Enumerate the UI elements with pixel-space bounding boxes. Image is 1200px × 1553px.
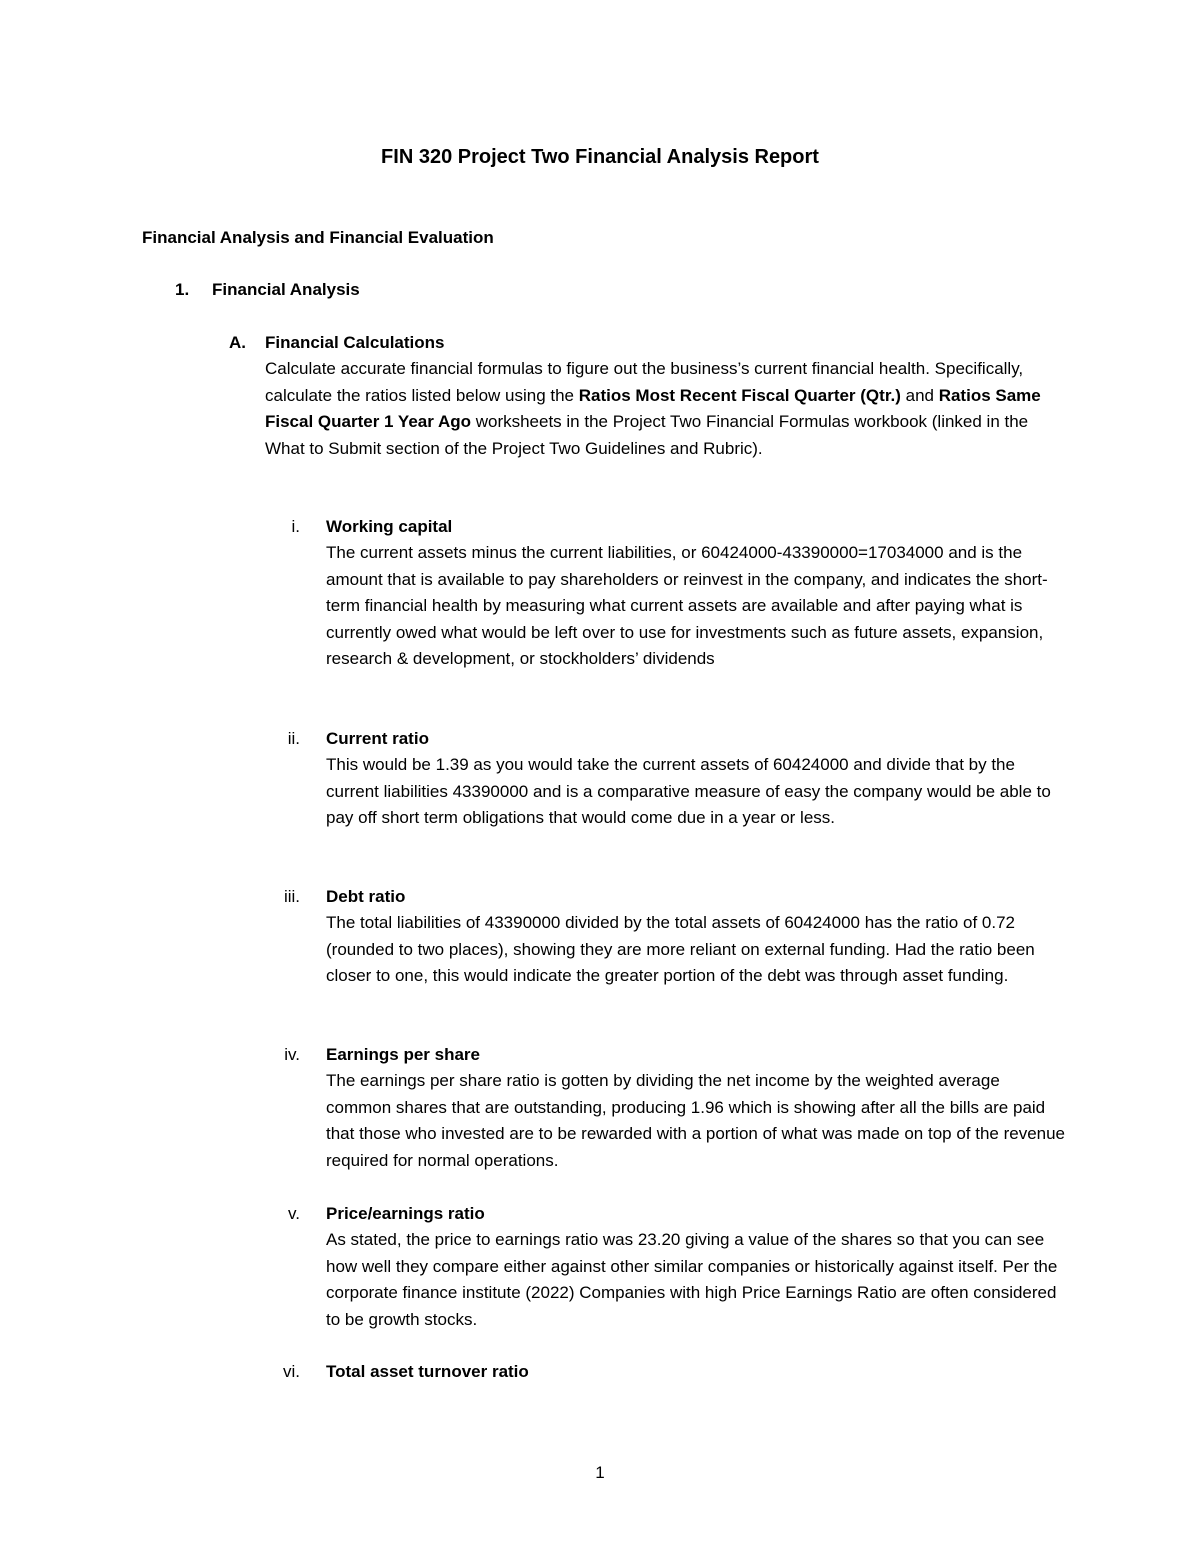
item-body: [326, 1359, 1066, 1385]
item-text: This would be 1.39 as you would take the current assets of 60424000 and divide that by the current liabilities 43390000 and is a comparative measure of easy the company would be able to pay off short term obligations that would come due in a year or less.: [326, 755, 1051, 828]
item-title: Earnings per share: [326, 1045, 481, 1064]
subsection-intro: [265, 356, 1065, 462]
item-numeral: vi.: [283, 1362, 300, 1381]
item-title: Debt ratio: [326, 887, 406, 906]
item-numeral: i.: [291, 517, 300, 536]
item-text: The current assets minus the current liabilities, or 60424000-43390000=17034000 and is the amount that is available to pay shareholders or reinvest in the company, and indicates the short-term financial health by measuring what current assets are available and after paying what is currently owed what would be left over to use for investments such as future assets, expansion, research & development, or stockholders’ dividends: [326, 543, 1048, 669]
subsection-title: Financial Calculations: [265, 333, 445, 352]
item-text: The total liabilities of 43390000 divided by the total assets of 60424000 has the ratio of 0.72 (rounded to two places), showing they are more reliant on external funding. Had the ratio been closer to one, this would indicate the greater portion of the debt was through asset funding.: [326, 913, 1035, 986]
item-title: Total asset turnover ratio: [326, 1362, 529, 1381]
item-numeral: iv.: [284, 1045, 300, 1064]
item-text: As stated, the price to earnings ratio was 23.20 giving a value of the shares so that you can see how well they compare either against other similar companies or historically against itself. Per the corporate finance institute (2022) Companies with high Price Earnings Ratio are often considered to be growth stocks.: [326, 1230, 1058, 1329]
section-number: 1.: [175, 280, 190, 299]
subsection-block: [265, 330, 1065, 462]
item-numeral: iii.: [283, 887, 300, 906]
intro-bold-1: Ratios Most Recent Fiscal Quarter (Qtr.): [578, 385, 901, 405]
item-title: Working capital: [326, 517, 453, 536]
item-body: [326, 884, 1066, 990]
intro-bold-2: Ratios Same Fiscal Quarter 1 Year Ago: [265, 385, 1041, 432]
document-title: FIN 320 Project Two Financial Analysis Report: [381, 146, 819, 168]
section-label: Financial Analysis: [212, 280, 360, 299]
item-body: [326, 1201, 1066, 1333]
item-numeral: v.: [288, 1204, 300, 1223]
item-title: Price/earnings ratio: [326, 1204, 485, 1223]
intro-text-1: Calculate accurate financial formulas to figure out the business’s current financial health. Specifically, calculate the ratios listed below using the: [265, 359, 1024, 405]
item-body: [326, 1042, 1066, 1174]
subsection-letter: A.: [229, 333, 246, 352]
item-body: [326, 514, 1066, 672]
item-numeral: ii.: [287, 729, 300, 748]
intro-text-2: and: [900, 385, 939, 405]
item-text: The earnings per share ratio is gotten by dividing the net income by the weighted average common shares that are outstanding, producing 1.96 which is showing after all the bills are paid that those who invested are to be rewarded with a portion of what was made on top of the revenue required for normal operations.: [326, 1071, 1066, 1170]
section-heading: Financial Analysis and Financial Evaluation: [142, 228, 494, 247]
intro-text-3: worksheets in the Project Two Financial Formulas workbook (linked in the What to Submit section of the Project Two Guidelines and Rubric).: [265, 412, 1029, 458]
item-body: [326, 726, 1066, 832]
page-number: 1: [595, 1463, 605, 1482]
item-title: Current ratio: [326, 729, 429, 748]
